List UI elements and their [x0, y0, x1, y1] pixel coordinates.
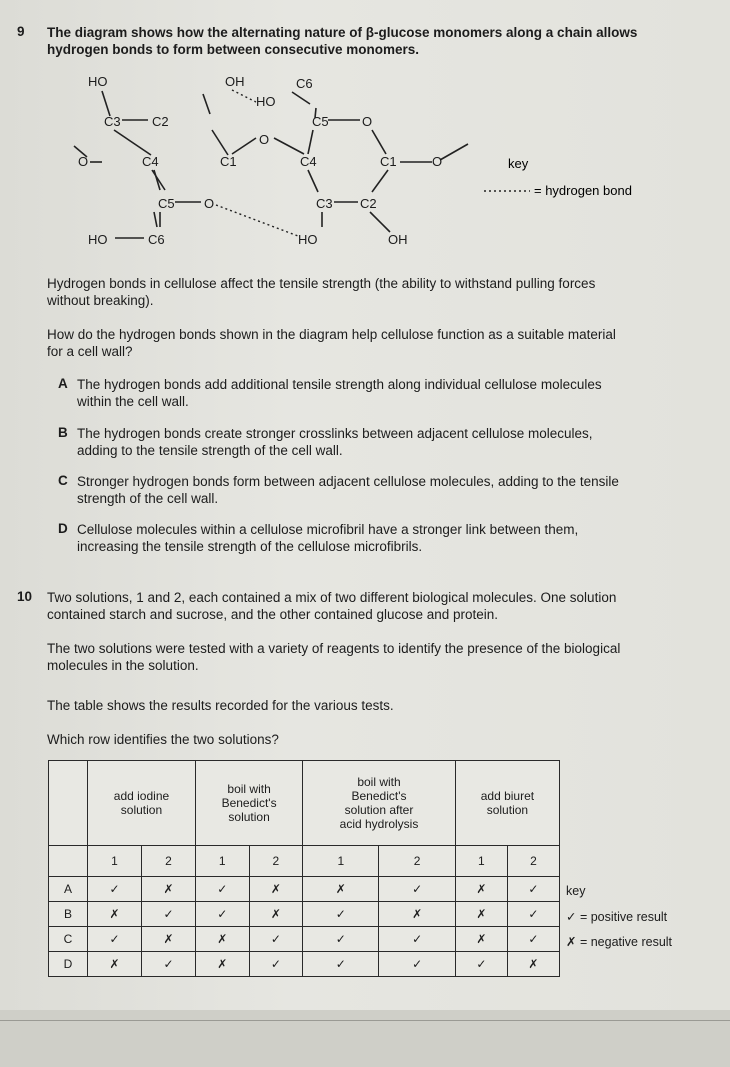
question-9-stem: [47, 326, 717, 360]
result-cell: ✓: [88, 927, 142, 952]
page-bottom-strip: [0, 1010, 730, 1067]
question-10-paragraph: [47, 640, 717, 674]
option-a-line2: within the cell wall.: [77, 394, 189, 409]
result-cell: ✗: [507, 952, 559, 977]
diagram-key-hbond: = hydrogen bond: [534, 183, 632, 198]
label-o-ring-left: O: [204, 196, 215, 211]
header-biuret-line2: solution: [486, 803, 529, 817]
result-cell: ✓: [379, 952, 455, 977]
option-b-line2: adding to the tensile strength of the cell wall.: [77, 443, 343, 458]
question-9-para-line2: without breaking).: [47, 293, 154, 308]
result-cell: ✓: [303, 902, 379, 927]
table-subheader-row: [49, 846, 560, 877]
subheader-cell: 2: [249, 846, 303, 877]
question-9-stem-line2: for a cell wall?: [47, 344, 133, 359]
question-9-para-line1: Hydrogen bonds in cellulose affect the tensile strength (the ability to withstand pulling forces: [47, 276, 596, 291]
subheader-cell: 2: [379, 846, 455, 877]
subheader-cell: 2: [507, 846, 559, 877]
label-ho-bottom-mid: HO: [298, 232, 318, 247]
result-cell: ✗: [379, 902, 455, 927]
result-cell: ✓: [303, 927, 379, 952]
row-label: C: [49, 927, 88, 952]
question-9-intro: [47, 24, 717, 58]
label-c1-left: C1: [220, 154, 237, 169]
result-cell: ✗: [195, 952, 249, 977]
label-ho-bottom: HO: [88, 232, 108, 247]
label-c4-left: C4: [142, 154, 159, 169]
table-header-row: [49, 761, 560, 846]
option-a-text[interactable]: [77, 376, 717, 410]
diagram-key-title: key: [508, 156, 529, 171]
result-cell: ✗: [303, 877, 379, 902]
question-10-number: 10: [17, 589, 33, 604]
row-label: D: [49, 952, 88, 977]
subheader-cell: 1: [195, 846, 249, 877]
header-iodine-line2: solution: [120, 803, 163, 817]
question-10-intro: [47, 589, 717, 623]
header-benedicts: [195, 761, 302, 846]
label-c3-right: C3: [316, 196, 333, 211]
option-b-line1: The hydrogen bonds create stronger crosslinks between adjacent cellulose molecules,: [77, 426, 593, 441]
header-iodine: [88, 761, 196, 846]
question-10-intro-line2: contained starch and sucrose, and the other contained glucose and protein.: [47, 607, 499, 622]
question-9-number: 9: [17, 24, 25, 39]
result-cell: ✓: [455, 952, 507, 977]
question-10-para-line2: molecules in the solution.: [47, 658, 199, 673]
question-10-paragraph-2: The table shows the results recorded for the various tests.: [47, 698, 394, 713]
header-biuret-line1: add biuret: [480, 789, 535, 803]
row-label: B: [49, 902, 88, 927]
table-key-positive: ✓ = positive result: [566, 910, 668, 924]
option-a-line1: The hydrogen bonds add additional tensile strength along individual cellulose molecules: [77, 377, 602, 392]
question-10-stem: Which row identifies the two solutions?: [47, 732, 279, 747]
header-benedicts-acid-line2: Benedict's: [351, 789, 407, 803]
option-d-line2: increasing the tensile strength of the cellulose microfibrils.: [77, 539, 423, 554]
option-d-text[interactable]: [77, 521, 717, 555]
label-c2-right: C2: [360, 196, 377, 211]
results-table: [48, 760, 560, 977]
header-benedicts-acid-line1: boil with: [357, 775, 401, 789]
table-row-c[interactable]: [49, 927, 560, 952]
result-cell: ✗: [249, 902, 303, 927]
header-iodine-line1: add iodine: [113, 789, 170, 803]
option-c-text[interactable]: [77, 473, 717, 507]
result-cell: ✗: [455, 927, 507, 952]
result-cell: ✗: [141, 877, 195, 902]
question-9-intro-line2: hydrogen bonds to form between consecutive monomers.: [47, 42, 420, 57]
beta-glucose-hydrogen-bond-diagram: [60, 62, 680, 262]
result-cell: ✓: [141, 952, 195, 977]
page-divider: [0, 1020, 730, 1021]
row-label: A: [49, 877, 88, 902]
option-c-line2: strength of the cell wall.: [77, 491, 219, 506]
header-benedicts-line1: boil with: [227, 782, 271, 796]
question-10-para-line1: The two solutions were tested with a variety of reagents to identify the presence of the biological: [47, 641, 621, 656]
table-key-title: key: [566, 884, 586, 898]
label-c5-left: C5: [158, 196, 175, 211]
header-biuret: [455, 761, 559, 846]
option-c-letter[interactable]: C: [58, 473, 68, 488]
question-9-stem-line1: How do the hydrogen bonds shown in the diagram help cellulose function as a suitable material: [47, 327, 616, 342]
header-benedicts-acid: [303, 761, 456, 846]
result-cell: ✗: [249, 877, 303, 902]
option-a-letter[interactable]: A: [58, 376, 68, 391]
result-cell: ✓: [195, 902, 249, 927]
label-c5-right: C5: [312, 114, 329, 129]
result-cell: ✓: [303, 952, 379, 977]
label-c3-left: C3: [104, 114, 121, 129]
label-c6-top: C6: [296, 76, 313, 91]
label-c2-left: C2: [152, 114, 169, 129]
table-row-b[interactable]: [49, 902, 560, 927]
result-cell: ✗: [195, 927, 249, 952]
option-b-text[interactable]: [77, 425, 717, 459]
label-c4-right: C4: [300, 154, 317, 169]
label-ho-mid: HO: [256, 94, 276, 109]
label-c6-bottom: C6: [148, 232, 165, 247]
label-ho-top: HO: [88, 74, 108, 89]
label-oh-bottom: OH: [388, 232, 408, 247]
option-d-letter[interactable]: D: [58, 521, 68, 536]
header-benedicts-line3: solution: [228, 810, 270, 824]
label-oh-top: OH: [225, 74, 245, 89]
question-9-intro-line1: The diagram shows how the alternating nature of β-glucose monomers along a chain allows: [47, 25, 638, 40]
label-o-bridge: O: [259, 132, 270, 147]
result-cell: ✗: [88, 902, 142, 927]
result-cell: ✗: [88, 952, 142, 977]
label-o-glyc-right: O: [432, 154, 443, 169]
table-row-d[interactable]: [49, 952, 560, 977]
header-benedicts-line2: Benedict's: [221, 796, 277, 810]
result-cell: ✗: [141, 927, 195, 952]
subheader-blank: [49, 846, 88, 877]
option-b-letter[interactable]: B: [58, 425, 68, 440]
option-d-line1: Cellulose molecules within a cellulose microfibril have a stronger link between them,: [77, 522, 579, 537]
option-c-line1: Stronger hydrogen bonds form between adjacent cellulose molecules, adding to the tensile: [77, 474, 619, 489]
result-cell: ✗: [455, 877, 507, 902]
header-benedicts-acid-line4: acid hydrolysis: [339, 817, 419, 831]
subheader-cell: 1: [455, 846, 507, 877]
result-cell: ✓: [249, 927, 303, 952]
result-cell: ✓: [507, 877, 559, 902]
result-cell: ✓: [141, 902, 195, 927]
result-cell: ✗: [455, 902, 507, 927]
subheader-cell: 1: [88, 846, 142, 877]
question-9-paragraph: [47, 275, 717, 309]
result-cell: ✓: [507, 927, 559, 952]
label-o-ring-right: O: [362, 114, 373, 129]
table-key-negative: ✗ = negative result: [566, 935, 673, 949]
result-cell: ✓: [249, 952, 303, 977]
table-row-a[interactable]: [49, 877, 560, 902]
result-cell: ✓: [379, 877, 455, 902]
header-benedicts-acid-line3: solution after: [344, 803, 414, 817]
result-cell: ✓: [195, 877, 249, 902]
result-cell: ✓: [88, 877, 142, 902]
subheader-cell: 2: [141, 846, 195, 877]
subheader-cell: 1: [303, 846, 379, 877]
label-o-glyc-left: O: [78, 154, 89, 169]
result-cell: ✓: [507, 902, 559, 927]
question-10-intro-line1: Two solutions, 1 and 2, each contained a mix of two different biological molecules. One solution: [47, 590, 617, 605]
result-cell: ✓: [379, 927, 455, 952]
label-c1-right: C1: [380, 154, 397, 169]
table-corner-cell: [49, 761, 88, 846]
